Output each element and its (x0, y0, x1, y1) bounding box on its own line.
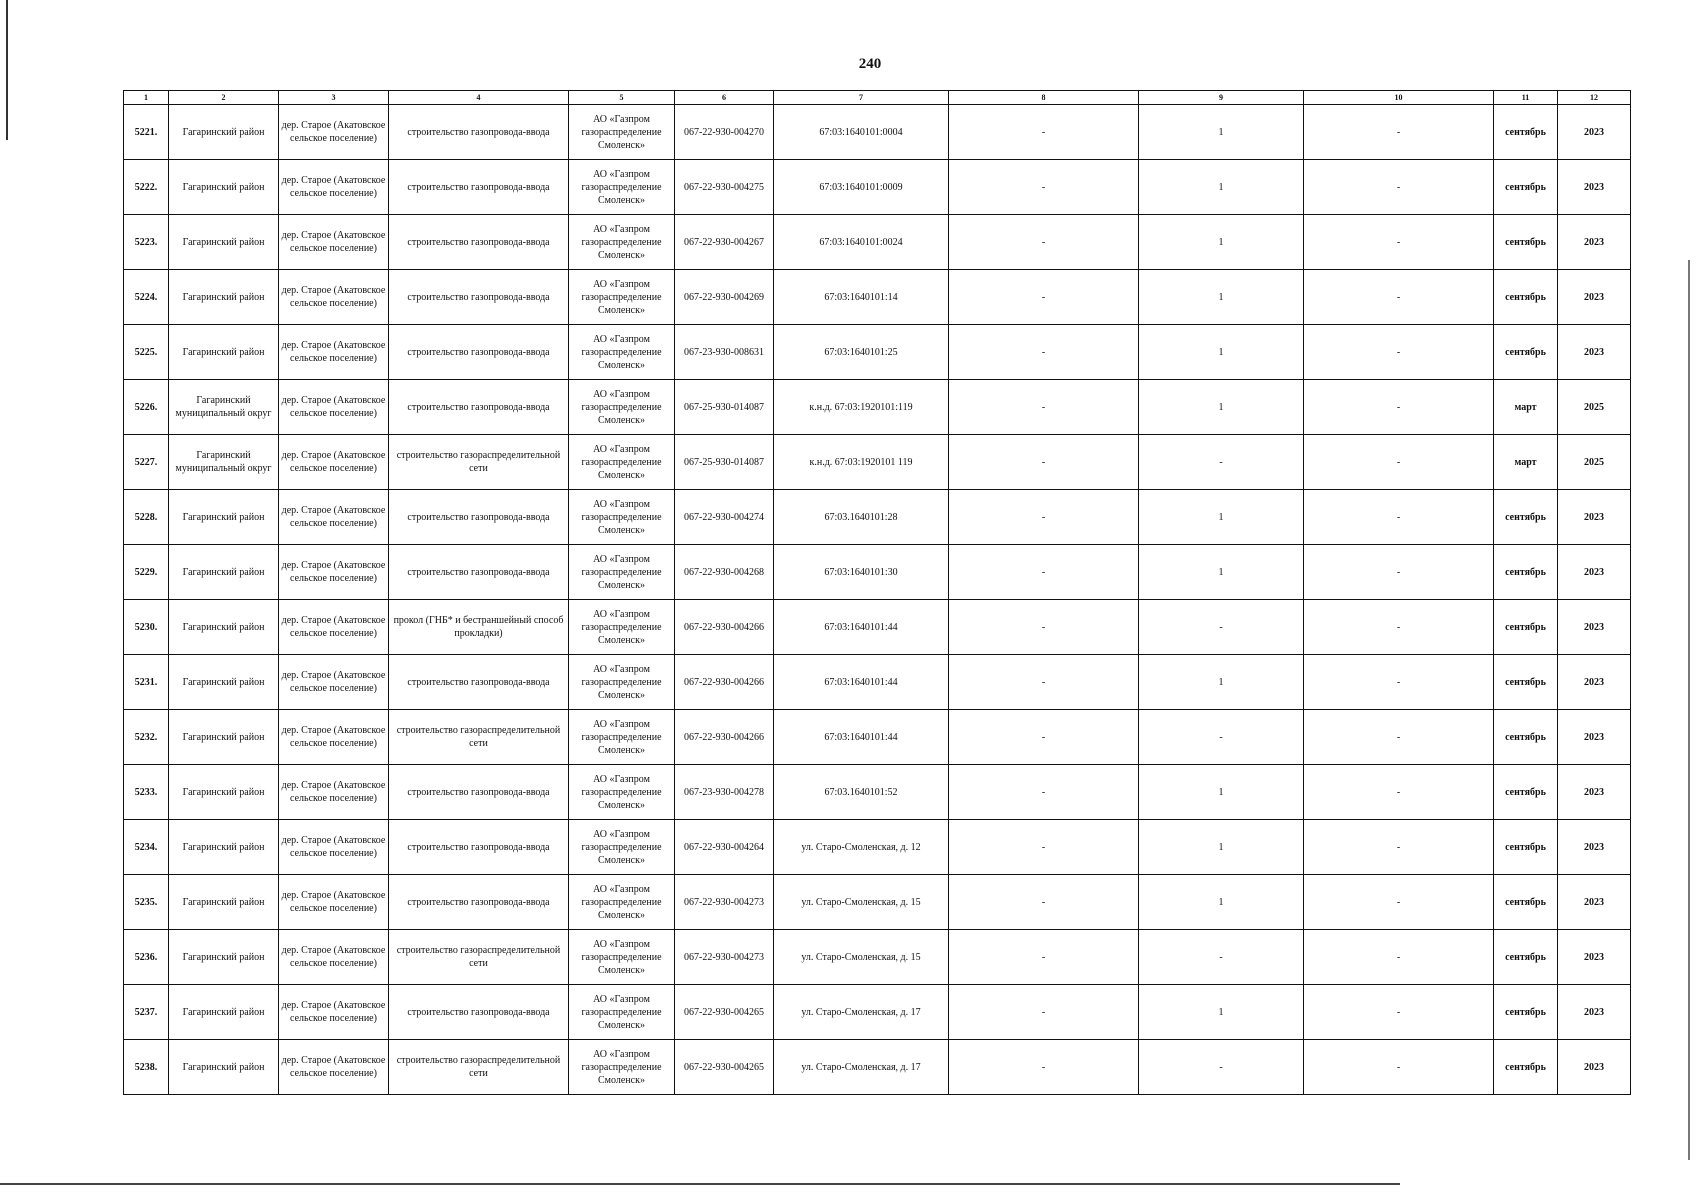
year-cell: 2023 (1558, 820, 1631, 875)
column-header: 7 (774, 91, 949, 105)
district-cell: Гагаринский район (169, 325, 279, 380)
year-cell: 2023 (1558, 985, 1631, 1040)
column-8-cell: - (949, 325, 1139, 380)
settlement-cell: дер. Старое (Акатовское сельское поселение) (279, 820, 389, 875)
year-cell: 2023 (1558, 490, 1631, 545)
registration-number-cell: 067-22-930-004268 (675, 545, 774, 600)
registration-number-cell: 067-22-930-004266 (675, 710, 774, 765)
settlement-cell: дер. Старое (Акатовское сельское поселение) (279, 930, 389, 985)
column-9-cell: - (1139, 1040, 1304, 1095)
district-cell: Гагаринский район (169, 765, 279, 820)
owner-cell: АО «Газпром газораспределение Смоленск» (569, 435, 675, 490)
registration-number-cell: 067-22-930-004265 (675, 985, 774, 1040)
column-10-cell: - (1304, 435, 1494, 490)
cadastral-number-cell: 67:03:1640101:44 (774, 600, 949, 655)
owner-cell: АО «Газпром газораспределение Смоленск» (569, 490, 675, 545)
registration-number-cell: 067-25-930-014087 (675, 380, 774, 435)
row-number: 5227. (124, 435, 169, 490)
work-type-cell: строительство газопровода-ввода (389, 820, 569, 875)
settlement-cell: дер. Старое (Акатовское сельское поселение) (279, 270, 389, 325)
column-9-cell: 1 (1139, 765, 1304, 820)
column-10-cell: - (1304, 930, 1494, 985)
year-cell: 2023 (1558, 270, 1631, 325)
month-cell: сентябрь (1494, 325, 1558, 380)
owner-cell: АО «Газпром газораспределение Смоленск» (569, 270, 675, 325)
column-10-cell: - (1304, 820, 1494, 875)
settlement-cell: дер. Старое (Акатовское сельское поселение) (279, 985, 389, 1040)
column-9-cell: 1 (1139, 105, 1304, 160)
registration-number-cell: 067-22-930-004269 (675, 270, 774, 325)
cadastral-number-cell: к.н.д. 67:03:1920101:119 (774, 380, 949, 435)
cadastral-number-cell: 67:03:1640101:44 (774, 655, 949, 710)
year-cell: 2023 (1558, 160, 1631, 215)
work-type-cell: строительство газопровода-ввода (389, 105, 569, 160)
owner-cell: АО «Газпром газораспределение Смоленск» (569, 930, 675, 985)
column-header: 4 (389, 91, 569, 105)
row-number: 5222. (124, 160, 169, 215)
owner-cell: АО «Газпром газораспределение Смоленск» (569, 545, 675, 600)
column-10-cell: - (1304, 600, 1494, 655)
work-type-cell: строительство газопровода-ввода (389, 160, 569, 215)
column-10-cell: - (1304, 270, 1494, 325)
cadastral-number-cell: 67:03.1640101:28 (774, 490, 949, 545)
district-cell: Гагаринский район (169, 105, 279, 160)
column-9-cell: 1 (1139, 380, 1304, 435)
year-cell: 2023 (1558, 215, 1631, 270)
year-cell: 2025 (1558, 435, 1631, 490)
settlement-cell: дер. Старое (Акатовское сельское поселение) (279, 215, 389, 270)
row-number: 5228. (124, 490, 169, 545)
month-cell: сентябрь (1494, 985, 1558, 1040)
column-10-cell: - (1304, 655, 1494, 710)
district-cell: Гагаринский район (169, 215, 279, 270)
row-number: 5230. (124, 600, 169, 655)
registration-number-cell: 067-22-930-004270 (675, 105, 774, 160)
owner-cell: АО «Газпром газораспределение Смоленск» (569, 325, 675, 380)
column-10-cell: - (1304, 765, 1494, 820)
column-8-cell: - (949, 215, 1139, 270)
registration-number-cell: 067-22-930-004267 (675, 215, 774, 270)
work-type-cell: строительство газораспределительной сети (389, 710, 569, 765)
table-row (124, 930, 1631, 985)
work-type-cell: строительство газопровода-ввода (389, 380, 569, 435)
table-row (124, 490, 1631, 545)
scan-edge-bottom (0, 1183, 1400, 1185)
table-row (124, 105, 1631, 160)
district-cell: Гагаринский район (169, 710, 279, 765)
row-number: 5236. (124, 930, 169, 985)
cadastral-number-cell: ул. Старо-Смоленская, д. 15 (774, 930, 949, 985)
district-cell: Гагаринский район (169, 490, 279, 545)
settlement-cell: дер. Старое (Акатовское сельское поселение) (279, 105, 389, 160)
year-cell: 2023 (1558, 600, 1631, 655)
row-number: 5226. (124, 380, 169, 435)
settlement-cell: дер. Старое (Акатовское сельское поселение) (279, 490, 389, 545)
page-number: 240 (858, 56, 882, 72)
column-9-cell: 1 (1139, 655, 1304, 710)
cadastral-number-cell: ул. Старо-Смоленская, д. 12 (774, 820, 949, 875)
column-10-cell: - (1304, 875, 1494, 930)
column-9-cell: 1 (1139, 160, 1304, 215)
month-cell: сентябрь (1494, 930, 1558, 985)
year-cell: 2023 (1558, 765, 1631, 820)
column-8-cell: - (949, 1040, 1139, 1095)
month-cell: сентябрь (1494, 1040, 1558, 1095)
column-8-cell: - (949, 545, 1139, 600)
column-9-cell: 1 (1139, 490, 1304, 545)
owner-cell: АО «Газпром газораспределение Смоленск» (569, 105, 675, 160)
year-cell: 2023 (1558, 325, 1631, 380)
year-cell: 2023 (1558, 545, 1631, 600)
work-type-cell: строительство газораспределительной сети (389, 1040, 569, 1095)
table-row (124, 710, 1631, 765)
work-type-cell: строительство газопровода-ввода (389, 215, 569, 270)
settlement-cell: дер. Старое (Акатовское сельское поселение) (279, 765, 389, 820)
table-row (124, 985, 1631, 1040)
settlement-cell: дер. Старое (Акатовское сельское поселение) (279, 380, 389, 435)
column-9-cell: 1 (1139, 545, 1304, 600)
month-cell: сентябрь (1494, 270, 1558, 325)
column-8-cell: - (949, 765, 1139, 820)
work-type-cell: строительство газопровода-ввода (389, 655, 569, 710)
work-type-cell: строительство газопровода-ввода (389, 985, 569, 1040)
month-cell: сентябрь (1494, 600, 1558, 655)
table-row (124, 875, 1631, 930)
row-number: 5235. (124, 875, 169, 930)
column-header: 6 (675, 91, 774, 105)
column-10-cell: - (1304, 160, 1494, 215)
owner-cell: АО «Газпром газораспределение Смоленск» (569, 160, 675, 215)
column-9-cell: - (1139, 710, 1304, 765)
district-cell: Гагаринский район (169, 655, 279, 710)
column-header: 10 (1304, 91, 1494, 105)
row-number: 5237. (124, 985, 169, 1040)
column-8-cell: - (949, 710, 1139, 765)
district-cell: Гагаринский район (169, 875, 279, 930)
settlement-cell: дер. Старое (Акатовское сельское поселение) (279, 160, 389, 215)
cadastral-number-cell: ул. Старо-Смоленская, д. 17 (774, 1040, 949, 1095)
settlement-cell: дер. Старое (Акатовское сельское поселение) (279, 325, 389, 380)
district-cell: Гагаринский муниципальный округ (169, 380, 279, 435)
column-header: 5 (569, 91, 675, 105)
work-type-cell: прокол (ГНБ* и бестраншейный способ прокладки) (389, 600, 569, 655)
registry-table (123, 90, 1631, 1095)
scan-edge-right (1688, 260, 1690, 1160)
column-9-cell: 1 (1139, 270, 1304, 325)
settlement-cell: дер. Старое (Акатовское сельское поселение) (279, 875, 389, 930)
row-number: 5223. (124, 215, 169, 270)
cadastral-number-cell: 67:03:1640101:14 (774, 270, 949, 325)
work-type-cell: строительство газопровода-ввода (389, 490, 569, 545)
column-header: 3 (279, 91, 389, 105)
district-cell: Гагаринский район (169, 270, 279, 325)
column-8-cell: - (949, 435, 1139, 490)
column-header: 11 (1494, 91, 1558, 105)
column-10-cell: - (1304, 710, 1494, 765)
column-9-cell: 1 (1139, 820, 1304, 875)
column-8-cell: - (949, 985, 1139, 1040)
month-cell: сентябрь (1494, 545, 1558, 600)
registration-number-cell: 067-22-930-004266 (675, 600, 774, 655)
registration-number-cell: 067-22-930-004274 (675, 490, 774, 545)
work-type-cell: строительство газопровода-ввода (389, 765, 569, 820)
column-10-cell: - (1304, 215, 1494, 270)
owner-cell: АО «Газпром газораспределение Смоленск» (569, 985, 675, 1040)
month-cell: сентябрь (1494, 160, 1558, 215)
column-9-cell: - (1139, 930, 1304, 985)
settlement-cell: дер. Старое (Акатовское сельское поселение) (279, 600, 389, 655)
owner-cell: АО «Газпром газораспределение Смоленск» (569, 1040, 675, 1095)
work-type-cell: строительство газопровода-ввода (389, 545, 569, 600)
cadastral-number-cell: ул. Старо-Смоленская, д. 15 (774, 875, 949, 930)
column-10-cell: - (1304, 325, 1494, 380)
scan-edge-left (6, 0, 8, 140)
month-cell: сентябрь (1494, 765, 1558, 820)
row-number: 5234. (124, 820, 169, 875)
row-number: 5224. (124, 270, 169, 325)
owner-cell: АО «Газпром газораспределение Смоленск» (569, 765, 675, 820)
table-row (124, 215, 1631, 270)
table-row (124, 435, 1631, 490)
header-row (124, 91, 1631, 105)
work-type-cell: строительство газопровода-ввода (389, 270, 569, 325)
table-row (124, 545, 1631, 600)
year-cell: 2023 (1558, 930, 1631, 985)
registration-number-cell: 067-22-930-004266 (675, 655, 774, 710)
settlement-cell: дер. Старое (Акатовское сельское поселение) (279, 710, 389, 765)
registration-number-cell: 067-22-930-004264 (675, 820, 774, 875)
district-cell: Гагаринский район (169, 930, 279, 985)
registration-number-cell: 067-23-930-004278 (675, 765, 774, 820)
district-cell: Гагаринский муниципальный округ (169, 435, 279, 490)
table-row (124, 1040, 1631, 1095)
month-cell: сентябрь (1494, 710, 1558, 765)
month-cell: сентябрь (1494, 490, 1558, 545)
column-header: 2 (169, 91, 279, 105)
work-type-cell: строительство газопровода-ввода (389, 325, 569, 380)
table-row (124, 820, 1631, 875)
column-8-cell: - (949, 490, 1139, 545)
month-cell: март (1494, 380, 1558, 435)
cadastral-number-cell: к.н.д. 67:03:1920101 119 (774, 435, 949, 490)
row-number: 5221. (124, 105, 169, 160)
column-9-cell: - (1139, 600, 1304, 655)
table-row (124, 270, 1631, 325)
row-number: 5229. (124, 545, 169, 600)
district-cell: Гагаринский район (169, 1040, 279, 1095)
row-number: 5233. (124, 765, 169, 820)
owner-cell: АО «Газпром газораспределение Смоленск» (569, 600, 675, 655)
cadastral-number-cell: 67:03:1640101:0009 (774, 160, 949, 215)
row-number: 5231. (124, 655, 169, 710)
table-row (124, 380, 1631, 435)
owner-cell: АО «Газпром газораспределение Смоленск» (569, 655, 675, 710)
cadastral-number-cell: 67:03:1640101:25 (774, 325, 949, 380)
district-cell: Гагаринский район (169, 600, 279, 655)
district-cell: Гагаринский район (169, 160, 279, 215)
cadastral-number-cell: 67:03:1640101:44 (774, 710, 949, 765)
column-8-cell: - (949, 875, 1139, 930)
owner-cell: АО «Газпром газораспределение Смоленск» (569, 710, 675, 765)
settlement-cell: дер. Старое (Акатовское сельское поселение) (279, 545, 389, 600)
registration-number-cell: 067-22-930-004275 (675, 160, 774, 215)
table-row (124, 655, 1631, 710)
column-header: 12 (1558, 91, 1631, 105)
registration-number-cell: 067-22-930-004265 (675, 1040, 774, 1095)
column-10-cell: - (1304, 380, 1494, 435)
table-header (124, 91, 1631, 105)
year-cell: 2023 (1558, 1040, 1631, 1095)
settlement-cell: дер. Старое (Акатовское сельское поселение) (279, 435, 389, 490)
registration-number-cell: 067-25-930-014087 (675, 435, 774, 490)
work-type-cell: строительство газораспределительной сети (389, 930, 569, 985)
month-cell: март (1494, 435, 1558, 490)
month-cell: сентябрь (1494, 820, 1558, 875)
row-number: 5232. (124, 710, 169, 765)
column-10-cell: - (1304, 105, 1494, 160)
column-header: 8 (949, 91, 1139, 105)
column-8-cell: - (949, 820, 1139, 875)
cadastral-number-cell: ул. Старо-Смоленская, д. 17 (774, 985, 949, 1040)
column-9-cell: 1 (1139, 325, 1304, 380)
month-cell: сентябрь (1494, 215, 1558, 270)
registration-number-cell: 067-22-930-004273 (675, 875, 774, 930)
column-9-cell: 1 (1139, 875, 1304, 930)
work-type-cell: строительство газопровода-ввода (389, 875, 569, 930)
column-header: 1 (124, 91, 169, 105)
district-cell: Гагаринский район (169, 985, 279, 1040)
work-type-cell: строительство газораспределительной сети (389, 435, 569, 490)
month-cell: сентябрь (1494, 655, 1558, 710)
year-cell: 2023 (1558, 105, 1631, 160)
year-cell: 2023 (1558, 710, 1631, 765)
table-body (124, 105, 1631, 1095)
table-row (124, 160, 1631, 215)
district-cell: Гагаринский район (169, 820, 279, 875)
row-number: 5238. (124, 1040, 169, 1095)
month-cell: сентябрь (1494, 105, 1558, 160)
column-10-cell: - (1304, 985, 1494, 1040)
district-cell: Гагаринский район (169, 545, 279, 600)
column-8-cell: - (949, 105, 1139, 160)
column-9-cell: - (1139, 435, 1304, 490)
table-row (124, 325, 1631, 380)
column-8-cell: - (949, 270, 1139, 325)
year-cell: 2023 (1558, 875, 1631, 930)
column-10-cell: - (1304, 490, 1494, 545)
column-10-cell: - (1304, 545, 1494, 600)
cadastral-number-cell: 67:03:1640101:30 (774, 545, 949, 600)
column-8-cell: - (949, 930, 1139, 985)
owner-cell: АО «Газпром газораспределение Смоленск» (569, 820, 675, 875)
cadastral-number-cell: 67:03:1640101:0024 (774, 215, 949, 270)
table-row (124, 765, 1631, 820)
column-8-cell: - (949, 600, 1139, 655)
cadastral-number-cell: 67:03.1640101:52 (774, 765, 949, 820)
registration-number-cell: 067-22-930-004273 (675, 930, 774, 985)
owner-cell: АО «Газпром газораспределение Смоленск» (569, 215, 675, 270)
table-row (124, 600, 1631, 655)
row-number: 5225. (124, 325, 169, 380)
column-8-cell: - (949, 160, 1139, 215)
settlement-cell: дер. Старое (Акатовское сельское поселение) (279, 655, 389, 710)
month-cell: сентябрь (1494, 875, 1558, 930)
column-header: 9 (1139, 91, 1304, 105)
registration-number-cell: 067-23-930-008631 (675, 325, 774, 380)
year-cell: 2025 (1558, 380, 1631, 435)
year-cell: 2023 (1558, 655, 1631, 710)
settlement-cell: дер. Старое (Акатовское сельское поселение) (279, 1040, 389, 1095)
column-9-cell: 1 (1139, 985, 1304, 1040)
owner-cell: АО «Газпром газораспределение Смоленск» (569, 380, 675, 435)
column-8-cell: - (949, 655, 1139, 710)
column-10-cell: - (1304, 1040, 1494, 1095)
owner-cell: АО «Газпром газораспределение Смоленск» (569, 875, 675, 930)
column-8-cell: - (949, 380, 1139, 435)
column-9-cell: 1 (1139, 215, 1304, 270)
cadastral-number-cell: 67:03:1640101:0004 (774, 105, 949, 160)
